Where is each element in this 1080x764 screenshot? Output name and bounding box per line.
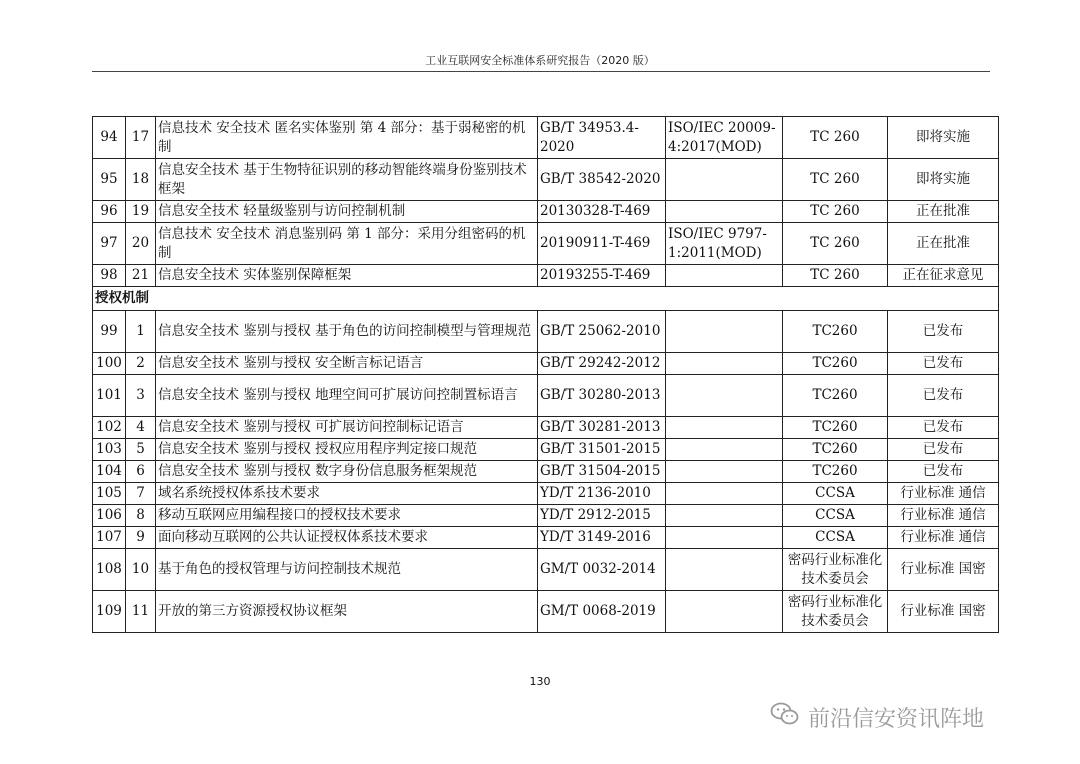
- sub-number: 5: [126, 439, 156, 461]
- committee: 密码行业标准化技术委员会: [783, 591, 888, 633]
- status: 已发布: [888, 461, 999, 483]
- table-row: [93, 505, 999, 527]
- status: 正在批准: [888, 223, 999, 265]
- standard-code: GB/T 29242-2012: [538, 353, 666, 375]
- standard-title: 开放的第三方资源授权协议框架: [156, 591, 538, 633]
- table-row: [93, 265, 999, 287]
- committee: CCSA: [783, 483, 888, 505]
- status: 行业标准 通信: [888, 505, 999, 527]
- international-standard: [666, 483, 783, 505]
- standard-code: GB/T 30280-2013: [538, 375, 666, 417]
- row-number: 107: [93, 527, 126, 549]
- standard-code: 20190911-T-469: [538, 223, 666, 265]
- sub-number: 17: [126, 117, 156, 159]
- standard-title: 信息安全技术 鉴别与授权 授权应用程序判定接口规范: [156, 439, 538, 461]
- table-row: [93, 549, 999, 591]
- standard-title: 信息技术 安全技术 匿名实体鉴别 第 4 部分：基于弱秘密的机制: [156, 117, 538, 159]
- sub-number: 18: [126, 159, 156, 201]
- international-standard: [666, 527, 783, 549]
- standard-title: 信息安全技术 轻量级鉴别与访问控制机制: [156, 201, 538, 223]
- status: 正在征求意见: [888, 265, 999, 287]
- row-number: 99: [93, 311, 126, 353]
- page-number: 130: [529, 675, 551, 688]
- international-standard: [666, 201, 783, 223]
- standard-title: 信息安全技术 鉴别与授权 基于角色的访问控制模型与管理规范: [156, 311, 538, 353]
- committee: TC 260: [783, 117, 888, 159]
- standard-code: GM/T 0068-2019: [538, 591, 666, 633]
- row-number: 103: [93, 439, 126, 461]
- section-heading: 授权机制: [93, 287, 999, 311]
- international-standard: ISO/IEC 20009-4:2017(MOD): [666, 117, 783, 159]
- status: 行业标准 通信: [888, 483, 999, 505]
- table-row: [93, 159, 999, 201]
- table-row: [93, 527, 999, 549]
- table-row: [93, 483, 999, 505]
- status: 行业标准 通信: [888, 527, 999, 549]
- committee: TC260: [783, 375, 888, 417]
- international-standard: ISO/IEC 9797-1:2011(MOD): [666, 223, 783, 265]
- committee: CCSA: [783, 505, 888, 527]
- table-row: [93, 311, 999, 353]
- standard-code: GB/T 38542-2020: [538, 159, 666, 201]
- table-row: [93, 439, 999, 461]
- table-row: [93, 201, 999, 223]
- international-standard: [666, 265, 783, 287]
- status: 已发布: [888, 439, 999, 461]
- committee: TC260: [783, 417, 888, 439]
- sub-number: 19: [126, 201, 156, 223]
- row-number: 108: [93, 549, 126, 591]
- sub-number: 6: [126, 461, 156, 483]
- row-number: 101: [93, 375, 126, 417]
- international-standard: [666, 159, 783, 201]
- status: 已发布: [888, 417, 999, 439]
- standard-code: GB/T 34953.4-2020: [538, 117, 666, 159]
- international-standard: [666, 461, 783, 483]
- standard-title: 信息安全技术 鉴别与授权 地理空间可扩展访问控制置标语言: [156, 375, 538, 417]
- row-number: 102: [93, 417, 126, 439]
- standard-code: 20130328-T-469: [538, 201, 666, 223]
- standard-code: YD/T 2912-2015: [538, 505, 666, 527]
- standard-title: 移动互联网应用编程接口的授权技术要求: [156, 505, 538, 527]
- sub-number: 2: [126, 353, 156, 375]
- standard-title: 信息安全技术 鉴别与授权 数字身份信息服务框架规范: [156, 461, 538, 483]
- standard-title: 信息安全技术 鉴别与授权 可扩展访问控制标记语言: [156, 417, 538, 439]
- row-number: 100: [93, 353, 126, 375]
- committee: 密码行业标准化技术委员会: [783, 549, 888, 591]
- international-standard: [666, 549, 783, 591]
- international-standard: [666, 591, 783, 633]
- standard-code: 20193255-T-469: [538, 265, 666, 287]
- standard-code: GB/T 25062-2010: [538, 311, 666, 353]
- committee: TC260: [783, 311, 888, 353]
- sub-number: 4: [126, 417, 156, 439]
- row-number: 96: [93, 201, 126, 223]
- standard-title: 信息安全技术 实体鉴别保障框架: [156, 265, 538, 287]
- sub-number: 21: [126, 265, 156, 287]
- status: 行业标准 国密: [888, 549, 999, 591]
- table-row: [93, 461, 999, 483]
- committee: TC 260: [783, 265, 888, 287]
- international-standard: [666, 353, 783, 375]
- standard-title: 信息安全技术 基于生物特征识别的移动智能终端身份鉴别技术框架: [156, 159, 538, 201]
- watermark-text: 前沿信安资讯阵地: [808, 706, 985, 732]
- status: 已发布: [888, 311, 999, 353]
- table-row: [93, 417, 999, 439]
- standard-code: GB/T 30281-2013: [538, 417, 666, 439]
- table-row: [93, 117, 999, 159]
- international-standard: [666, 439, 783, 461]
- standard-title: 面向移动互联网的公共认证授权体系技术要求: [156, 527, 538, 549]
- row-number: 106: [93, 505, 126, 527]
- standard-title: 域名系统授权体系技术要求: [156, 483, 538, 505]
- header-rule: [92, 71, 990, 72]
- status: 正在批准: [888, 201, 999, 223]
- international-standard: [666, 375, 783, 417]
- table-row: [93, 591, 999, 633]
- row-number: 109: [93, 591, 126, 633]
- sub-number: 20: [126, 223, 156, 265]
- international-standard: [666, 417, 783, 439]
- table-row: [93, 223, 999, 265]
- committee: TC 260: [783, 223, 888, 265]
- committee: TC 260: [783, 159, 888, 201]
- international-standard: [666, 505, 783, 527]
- table-row: [93, 375, 999, 417]
- sub-number: 11: [126, 591, 156, 633]
- status: 行业标准 国密: [888, 591, 999, 633]
- sub-number: 3: [126, 375, 156, 417]
- row-number: 105: [93, 483, 126, 505]
- row-number: 98: [93, 265, 126, 287]
- sub-number: 10: [126, 549, 156, 591]
- sub-number: 8: [126, 505, 156, 527]
- international-standard: [666, 311, 783, 353]
- committee: TC260: [783, 461, 888, 483]
- sub-number: 7: [126, 483, 156, 505]
- status: 已发布: [888, 353, 999, 375]
- row-number: 104: [93, 461, 126, 483]
- sub-number: 1: [126, 311, 156, 353]
- standard-code: YD/T 2136-2010: [538, 483, 666, 505]
- table-row: [93, 353, 999, 375]
- standard-code: YD/T 3149-2016: [538, 527, 666, 549]
- row-number: 94: [93, 117, 126, 159]
- status: 即将实施: [888, 159, 999, 201]
- committee: TC260: [783, 439, 888, 461]
- committee: TC 260: [783, 201, 888, 223]
- section-row: [93, 287, 999, 311]
- wechat-icon: [770, 701, 800, 733]
- standard-title: 信息安全技术 鉴别与授权 安全断言标记语言: [156, 353, 538, 375]
- status: 已发布: [888, 375, 999, 417]
- standards-table: [92, 116, 999, 633]
- standard-code: GM/T 0032-2014: [538, 549, 666, 591]
- status: 即将实施: [888, 117, 999, 159]
- committee: CCSA: [783, 527, 888, 549]
- committee: TC260: [783, 353, 888, 375]
- standard-title: 信息技术 安全技术 消息鉴别码 第 1 部分：采用分组密码的机制: [156, 223, 538, 265]
- sub-number: 9: [126, 527, 156, 549]
- row-number: 97: [93, 223, 126, 265]
- row-number: 95: [93, 159, 126, 201]
- watermark: [770, 702, 984, 732]
- standard-code: GB/T 31501-2015: [538, 439, 666, 461]
- page-header: 工业互联网安全标准体系研究报告（2020 版）: [425, 54, 655, 67]
- standard-title: 基于角色的授权管理与访问控制技术规范: [156, 549, 538, 591]
- standard-code: GB/T 31504-2015: [538, 461, 666, 483]
